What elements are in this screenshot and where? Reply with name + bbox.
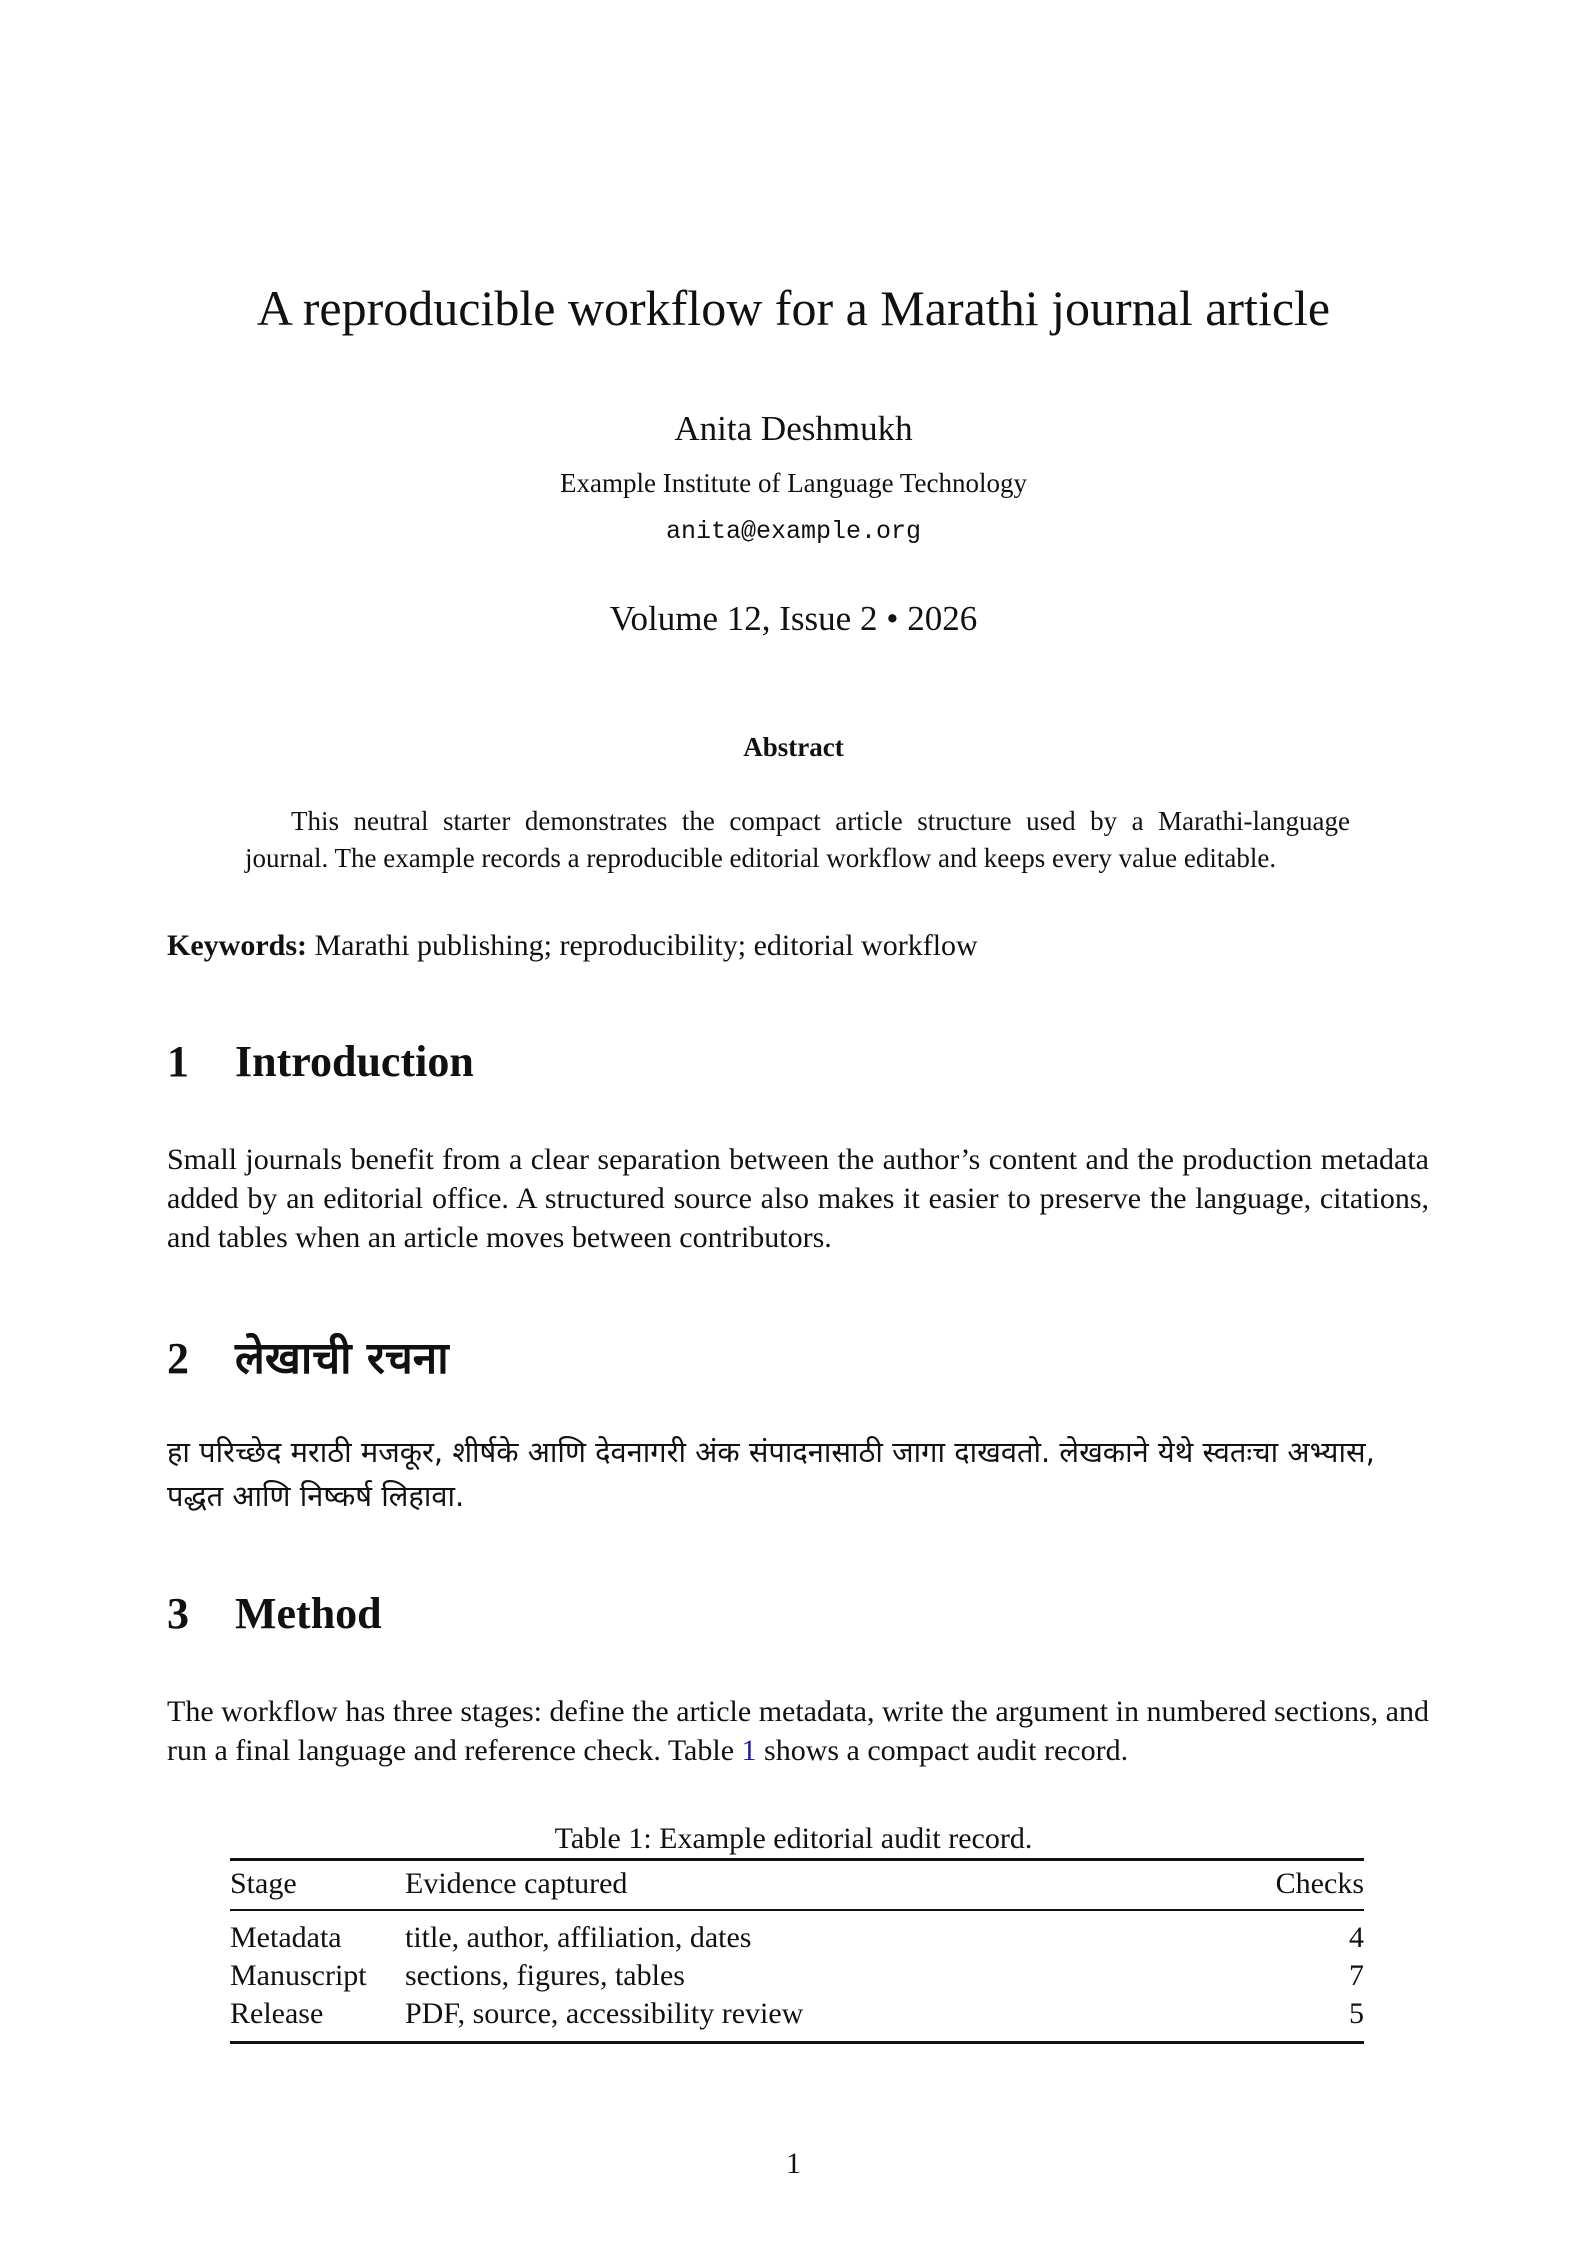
table-header-checks: Checks	[1275, 1867, 1364, 1900]
table-cell-checks: 7	[1349, 1959, 1364, 1992]
section-title: Method	[235, 1589, 382, 1638]
method-paragraph	[167, 1692, 1429, 1770]
table-row	[230, 1910, 1364, 1957]
table-cell-stage: Metadata	[230, 1921, 342, 1954]
introduction-paragraph: Small journals benefit from a clear separation between the author’s content and the production metadata added by an editorial office. A structured source also makes it easier to preserve the language, citations, and tables when an article moves between contributors.	[167, 1143, 1429, 1254]
table-caption: Table 1: Example editorial audit record.	[554, 1822, 1033, 1855]
section-number: 2	[167, 1334, 189, 1383]
author-email: anita@example.org	[665, 517, 922, 546]
section-title: लेखाची रचना	[235, 1333, 449, 1384]
section-number: 3	[167, 1589, 189, 1638]
audit-table	[230, 1858, 1364, 2044]
method-text-after: shows a compact audit record.	[756, 1734, 1129, 1767]
author-name: Anita Deshmukh	[674, 409, 913, 448]
page-number: 1	[786, 2147, 801, 2180]
table-cell-stage: Manuscript	[230, 1959, 367, 1992]
abstract-heading: Abstract	[743, 732, 844, 762]
table-cell-checks: 5	[1349, 1997, 1364, 2030]
keywords-text: Marathi publishing; reproducibility; editorial workflow	[306, 929, 978, 962]
table-cell-evidence: PDF, source, accessibility review	[405, 1997, 804, 2030]
keywords-label: Keywords:	[167, 929, 307, 962]
table-cell-evidence: sections, figures, tables	[405, 1959, 685, 1992]
table-row	[230, 1995, 1364, 2043]
table-cell-checks: 4	[1349, 1921, 1364, 1954]
table-cell-evidence: title, author, affiliation, dates	[405, 1921, 752, 1954]
author-affiliation: Example Institute of Language Technology	[560, 468, 1027, 498]
method-text-before: The workflow has three stages: define the article metadata, write the argument in numbered sections, and run a final language and reference check. Table	[167, 1695, 1429, 1767]
section-heading-method	[167, 1587, 382, 1641]
section-heading-marathi	[167, 1332, 449, 1386]
table-header-evidence: Evidence captured	[405, 1867, 628, 1900]
marathi-paragraph: हा परिच्छेद मराठी मजकूर, शीर्षके आणि देवनागरी अंक संपादनासाठी जागा दाखवतो. लेखकाने येथे स्वतःचा अभ्यास, पद्धत आणि निष्कर्ष लिहावा.	[167, 1435, 1375, 1513]
keywords-line	[167, 927, 1427, 965]
table-cell-stage: Release	[230, 1997, 324, 2030]
section-heading-introduction	[167, 1035, 474, 1089]
volume-issue-line: Volume 12, Issue 2 • 2026	[609, 599, 978, 638]
table-row	[230, 1957, 1364, 1995]
section-title: Introduction	[235, 1037, 474, 1086]
table-reference-link[interactable]: 1	[741, 1734, 757, 1767]
table-header-row	[230, 1860, 1364, 1911]
paper-title: A reproducible workflow for a Marathi journal article	[256, 280, 1331, 336]
section-number: 1	[167, 1037, 189, 1086]
table-header-stage: Stage	[230, 1867, 297, 1900]
abstract-text: This neutral starter demonstrates the compact article structure used by a Marathi-language journal. The example records a reproducible editorial workflow and keeps every value editable.	[245, 806, 1350, 873]
